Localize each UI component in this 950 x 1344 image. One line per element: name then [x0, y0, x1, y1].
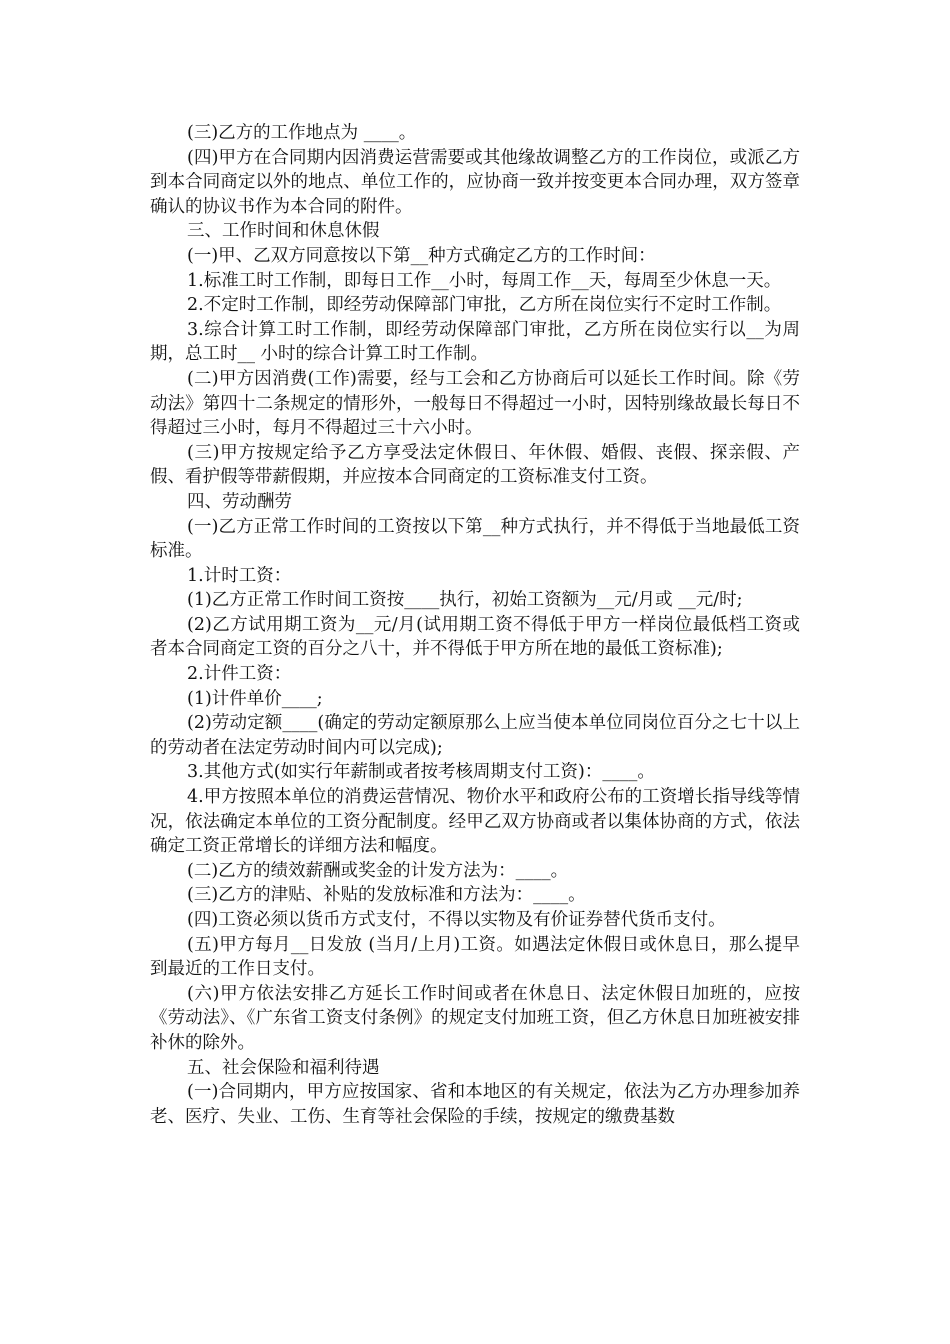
paragraph: (六)甲方依法安排乙方延长工作时间或者在休息日、法定休假日加班的，应按《劳动法》、《广东省工资支付条例》的规定支付加班工资，但乙方休息日加班被安排补休的除外。 [150, 983, 800, 1053]
paragraph: (2)劳动定额____(确定的劳动定额原那么上应当使本单位同岗位百分之七十以上的劳动者在法定劳动时间内可以完成); [150, 713, 800, 758]
section-heading: 四、劳动酬劳 [187, 491, 292, 512]
paragraph: (四)工资必须以货币方式支付，不得以实物及有价证券替代货币支付。 [187, 910, 726, 930]
paragraph: (三)乙方的津贴、补贴的发放标准和方法为：____。 [187, 885, 586, 906]
paragraph: (一)甲、乙双方同意按以下第__种方式确定乙方的工作时间： [187, 245, 656, 266]
paragraph: (四)甲方在合同期内因消费运营需要或其他缘故调整乙方的工作岗位，或派乙方到本合同商定以外的地点、单位工作的，应协商一致并按变更本合同办理，双方签章确认的协议书作为本合同的附件。 [150, 147, 800, 217]
paragraph: 1.计时工资： [187, 565, 292, 586]
paragraph: 4.甲方按照本单位的消费运营情况、物价水平和政府公布的工资增长指导线等情况，依法确定本单位的工资分配制度。经甲乙双方协商或者以集体协商的方式，依法确定工资正常增长的详细方法和幅度。 [150, 787, 800, 857]
paragraph: 2.不定时工作制，即经劳动保障部门审批，乙方所在岗位实行不定时工作制。 [187, 295, 782, 316]
paragraph: (五)甲方每月__日发放 (当月/上月)工资。如遇法定休假日或休息日，那么提早到最近的工作日支付。 [150, 934, 800, 980]
paragraph: (一)乙方正常工作时间的工资按以下第__种方式执行，并不得低于当地最低工资标准。 [150, 516, 800, 562]
paragraph: (一)合同期内，甲方应按国家、省和本地区的有关规定，依法为乙方办理参加养老、医疗、失业、工伤、生育等社会保险的手续，按规定的缴费基数 [150, 1082, 800, 1127]
section-heading: 三、工作时间和休息休假 [187, 221, 380, 242]
paragraph: (1)乙方正常工作时间工资按____执行，初始工资额为__元/月或 __元/时; [187, 590, 743, 611]
section-heading: 五、社会保险和福利待遇 [187, 1057, 380, 1078]
paragraph: (1)计件单价____; [187, 688, 323, 709]
paragraph: 2.计件工资： [187, 664, 292, 685]
paragraph: (三)甲方按规定给予乙方享受法定休假日、年休假、婚假、丧假、探亲假、产假、看护假等带薪假期，并应按本合同商定的工资标准支付工资。 [150, 442, 800, 488]
paragraph: 3.综合计算工时工作制，即经劳动保障部门审批，乙方所在岗位实行以__为周期，总工时__ 小时的综合计算工时工作制。 [150, 319, 800, 365]
paragraph: (三)乙方的工作地点为 ____。 [187, 123, 417, 143]
paragraph: (二)乙方的绩效薪酬或奖金的计发方法为：____。 [187, 860, 569, 881]
paragraph: (二)甲方因消费(工作)需要，经与工会和乙方协商后可以延长工作时间。除《劳动法》第四十二条规定的情形外，一般每日不得超过一小时，因特别缘故最长每日不得超过三小时，每月不得超过三十六小时。 [150, 368, 800, 439]
document-body [150, 121, 800, 1129]
paragraph: 1.标准工时工作制，即每日工作__小时，每周工作__天，每周至少休息一天。 [187, 270, 782, 291]
paragraph: 3.其他方式(如实行年薪制或者按考核周期支付工资)：____。 [187, 762, 655, 783]
paragraph: (2)乙方试用期工资为__元/月(试用期工资不得低于甲方一样岗位最低档工资或者本合同商定工资的百分之八十，并不得低于甲方所在地的最低工资标准); [150, 614, 800, 660]
